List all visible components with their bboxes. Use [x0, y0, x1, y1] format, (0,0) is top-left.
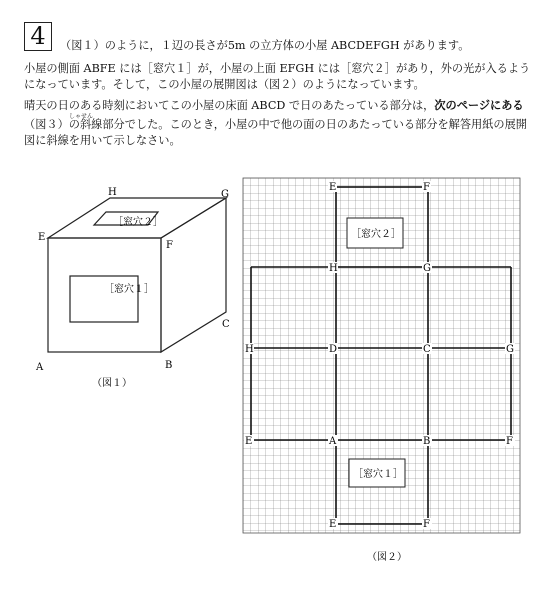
fig2-label-f-bottom: F — [423, 519, 430, 530]
paragraph-2-line-1-text: 晴天の日のある時刻においてこの小屋の床面 ABCD で日のあたっている部分は， — [24, 99, 435, 112]
fig2-label-a: A — [329, 436, 337, 447]
fig1-vertex-e: E — [38, 232, 46, 243]
fig1-vertex-h: H — [108, 187, 117, 198]
fig1-caption: （図１） — [92, 378, 132, 389]
fig2-label-c: C — [423, 344, 431, 355]
ruby-shasen: しゃせん — [69, 113, 94, 120]
paragraph-2-line-2: （図３）の斜線部分でした。このとき，小屋の中で他の面の日のあたっている部分を解答用紙の展開 — [24, 118, 527, 131]
fig2-label-f-top: F — [423, 182, 430, 193]
fig2-label-b: B — [423, 436, 431, 447]
paragraph-1-line-1: 小屋の側面 ABFE には［窓穴１］が，小屋の上面 EFGH には［窓穴２］があり，外の光が入るよう — [24, 62, 531, 75]
fig2-label-h-left: H — [245, 344, 254, 355]
fig1-vertex-f: F — [166, 240, 173, 251]
fig2-label-h-mid: H — [329, 263, 338, 274]
fig1-vertex-g: G — [221, 189, 229, 200]
fig2-caption: （図２） — [367, 552, 407, 563]
fig2-label-g-mid: G — [423, 263, 431, 274]
fig2-window2-label: ［窓穴２］ — [351, 229, 401, 240]
fig2-label-e-left: E — [245, 436, 253, 447]
fig1-vertex-a: A — [36, 362, 44, 373]
fig2-window1-label: ［窓穴１］ — [353, 469, 403, 480]
fig2-label-e-top: E — [329, 182, 337, 193]
fig2-label-g-right: G — [506, 344, 514, 355]
fig1-window1-label: ［窓穴１］ — [104, 284, 154, 295]
paragraph-2-line-3: 図に斜線を用いて示しなさい。 — [24, 134, 181, 147]
fig1-vertex-c: C — [222, 319, 230, 330]
fig2-label-f-right: F — [506, 436, 513, 447]
question-number: 4 — [24, 22, 52, 51]
paragraph-2-line-1-bold: 次のページにある — [434, 98, 524, 112]
paragraph-1-line-2: になっています。そして，この小屋の展開図は（図２）のようになっています。 — [24, 78, 425, 91]
fig2-label-d: D — [329, 344, 338, 355]
fig1-vertex-b: B — [165, 360, 173, 371]
fig1-window2-label: ［窓穴２］ — [113, 217, 163, 228]
question-intro: （図１）のように，１辺の長さが5m の立方体の小屋 ABCDEFGH があります。 — [60, 39, 470, 52]
fig2-label-e-bottom: E — [329, 519, 337, 530]
